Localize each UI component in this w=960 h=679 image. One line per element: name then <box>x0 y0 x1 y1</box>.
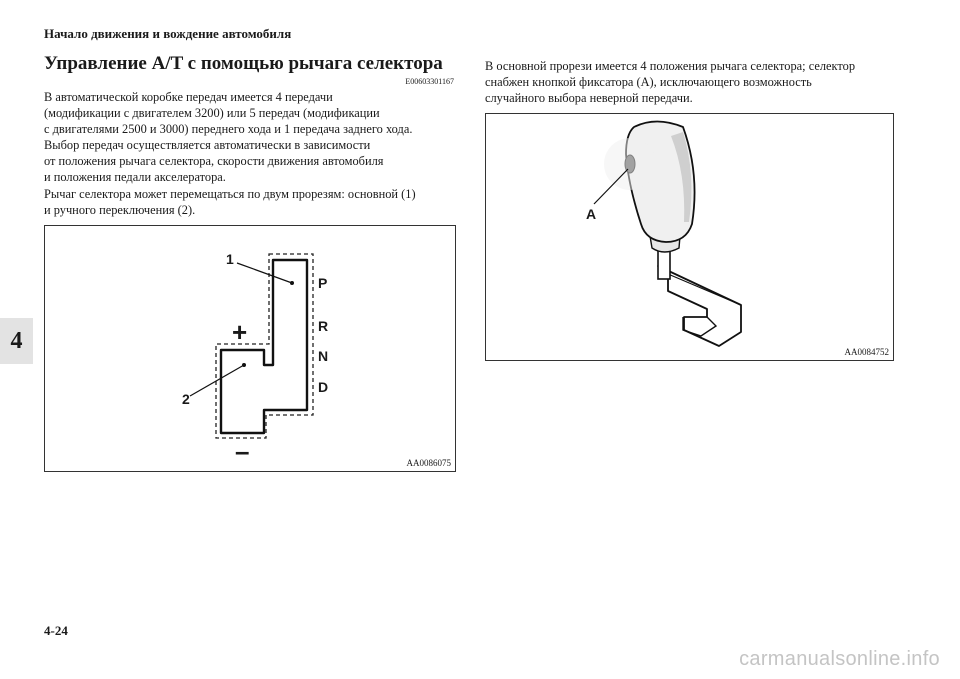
right-column <box>485 56 900 106</box>
text-line: Рычаг селектора может перемещаться по двум прорезям: основной (1) <box>44 186 416 201</box>
lever-shaft <box>658 249 670 279</box>
text-line: случайного выбора неверной передачи. <box>485 91 693 106</box>
left-paragraph <box>44 89 454 218</box>
running-header: Начало движения и вождение автомобиля <box>44 26 292 41</box>
callout-manual-slot: 2 <box>182 391 190 407</box>
left-column <box>44 52 454 218</box>
leader-dot-manual <box>242 363 246 367</box>
text-line: Выбор передач осуществляется автоматически в зависимости <box>44 138 371 153</box>
right-paragraph <box>485 58 900 106</box>
callout-lock-button: A <box>586 206 597 222</box>
figure-code: AA0084752 <box>844 347 889 357</box>
text-line: (модификации с двигателем 3200) или 5 передач (модификации <box>44 106 380 121</box>
leader-line-manual <box>190 365 244 396</box>
page-number: 4-24 <box>44 623 68 638</box>
position-label-n: N <box>318 348 329 364</box>
callout-main-slot: 1 <box>226 251 234 267</box>
gate-diagram <box>45 226 455 471</box>
text-line: с двигателями 2500 и 3000) переднего хода и 1 передача заднего хода. <box>44 122 413 137</box>
leader-line-main <box>237 263 292 283</box>
text-line: и ручного переключения (2). <box>44 202 196 217</box>
text-line: В основной прорези имеется 4 положения рычага селектора; селектор <box>485 59 856 73</box>
leader-dot-main <box>290 281 294 285</box>
lever-figure <box>485 113 894 361</box>
position-label-r: R <box>318 318 329 334</box>
section-title: Управление A/T с помощью рычага селектора <box>44 53 443 74</box>
lock-button-halo <box>604 138 656 190</box>
text-line: от положения рычага селектора, скорости движения автомобиля <box>44 154 384 169</box>
text-line: и положения педали акселератора. <box>44 170 226 185</box>
position-label-d: D <box>318 379 329 395</box>
lever-illustration <box>486 114 893 360</box>
minus-sign: – <box>235 436 250 466</box>
gate-diagram-figure <box>44 225 456 472</box>
text-line: В автоматической коробке передач имеется 4 передачи <box>44 90 333 104</box>
figure-code: AA0086075 <box>406 458 451 468</box>
position-label-p: P <box>318 275 328 291</box>
plus-sign: + <box>232 317 248 347</box>
watermark: carmanualsonline.info <box>739 648 940 670</box>
chapter-tab: 4 <box>0 318 33 364</box>
text-line: снабжен кнопкой фиксатора (A), исключающего возможность <box>485 75 812 90</box>
section-ref-code: E00603301167 <box>405 77 454 86</box>
